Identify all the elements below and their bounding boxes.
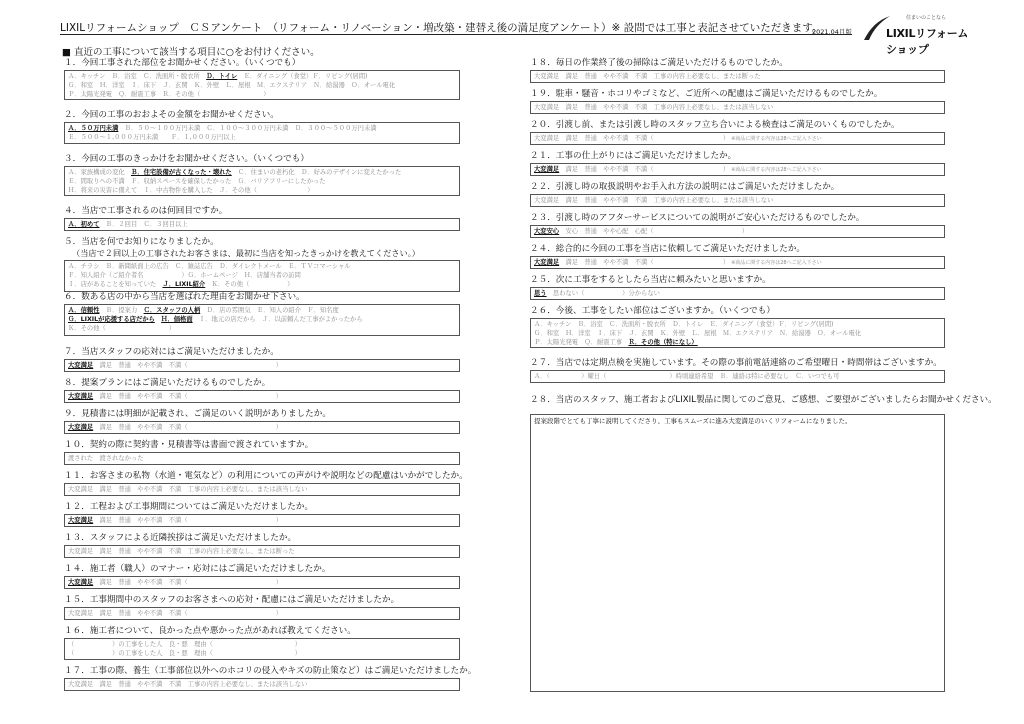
- question-4-answer-box[interactable]: [64, 218, 460, 231]
- option-text[interactable]: Ａ．キッチン Ｂ．浴室 Ｃ．洗面所・脱衣所 Ｄ．トイレ Ｅ．ダイニング（食堂）Ｆ．リビング(居間): [534, 321, 834, 328]
- answer-line: [68, 578, 456, 587]
- question-27-answer-box[interactable]: [530, 370, 945, 383]
- option-text[interactable]: Ｐ．太陽光発電 Ｑ．耐震工事 Ｒ．その他（ ）: [68, 91, 270, 98]
- question-19-answer-box[interactable]: [530, 101, 945, 114]
- question-14: [64, 564, 460, 589]
- option-text[interactable]: 大変満足 満足 普通 やや不満 不満 工事の内容上必要なし、または断った: [534, 73, 761, 80]
- option-text[interactable]: Ｃ．住まいの老朽化 Ｄ．好みのデザインに変えたかった: [231, 169, 402, 176]
- question-14-title: １４．施工者（職人）のマナー・応対にはご満足いただけましたか。: [64, 564, 331, 574]
- free-text-answer[interactable]: 提案段階でとても丁寧に説明してくださり、工事もスムーズに進み大変満足のいくリフォームになりました。: [534, 417, 852, 425]
- option-text[interactable]: Ａ．キッチン Ｂ．浴室 Ｃ．洗面所・脱衣所: [68, 73, 207, 80]
- selected-option[interactable]: Ｊ．LIXIL紹介: [162, 281, 206, 288]
- question-15-answer-box[interactable]: [64, 607, 460, 620]
- question-20: [530, 120, 945, 145]
- question-11-answer-box[interactable]: [64, 483, 460, 496]
- question-16-title: １６．施工者について、良かった点や悪かった点があれば教えてください。: [64, 626, 356, 636]
- question-24: [530, 244, 945, 269]
- answer-line: [534, 329, 941, 338]
- option-text[interactable]: Ｉ．店があることを知っていた: [68, 281, 163, 288]
- question-26-title: ２６．今後、工事をしたい部位はございますか。（いくつでも）: [530, 306, 775, 316]
- answer-line: [68, 454, 456, 463]
- question-7: [64, 347, 460, 372]
- question-18: [530, 58, 945, 83]
- answer-line: [68, 271, 456, 280]
- question-1-title: １．今回工事された部位をお聞かせください。（いくつでも）: [64, 58, 301, 68]
- answer-line: [68, 324, 456, 333]
- option-text[interactable]: Ｅ．５００～１,０００万円未満 Ｆ．１,０００万円以上: [68, 134, 236, 141]
- header-rule: [60, 34, 852, 35]
- answer-line: [68, 220, 456, 229]
- question-10-title: １０．契約の際に契約書・見積書等は書面で渡されていますか。: [64, 440, 314, 450]
- question-21-title: ２１．工事の仕上がりにはご満足いただけましたか。: [530, 151, 737, 161]
- answer-line: [68, 177, 456, 186]
- answer-line: [68, 168, 456, 177]
- question-12: [64, 502, 460, 527]
- option-text[interactable]: 大変満足 満足 普通 やや不満 不満（ ）: [534, 135, 727, 142]
- option-text[interactable]: 思わない（ ）分からない: [546, 290, 660, 297]
- answer-line: [68, 186, 456, 195]
- question-16-answer-box[interactable]: [64, 638, 460, 660]
- question-16: [64, 626, 460, 660]
- option-text[interactable]: Ｇ．和室 Ｈ．洋室 Ｉ．床下 Ｊ．玄関 Ｋ．外壁 Ｌ．屋根 Ｍ．エクステリア Ｎ．給湯器 Ｏ．オール電化: [68, 82, 396, 89]
- selected-option[interactable]: Ｃ．スタッフの人柄: [143, 307, 201, 314]
- selected-option[interactable]: Ａ．信頼性: [68, 307, 100, 314]
- question-26: [530, 306, 945, 348]
- question-14-answer-box[interactable]: [64, 576, 460, 589]
- answer-line: [534, 227, 941, 236]
- selected-option[interactable]: Ａ．５０万円未満: [68, 125, 119, 132]
- option-text[interactable]: Ｆ．知人紹介（ご紹介者名 ）Ｇ．ホームページ Ｈ．店舗当者の訪問: [68, 272, 301, 279]
- option-text[interactable]: Ｂ．２回目 Ｃ．３回目以上: [99, 221, 188, 228]
- intro-instruction: ■ 直近の工事について該当する項目に○をお付けください。: [62, 47, 320, 58]
- answer-line: [68, 423, 456, 432]
- question-4-title: ４．当店で工事されるのは何回目ですか。: [64, 206, 228, 216]
- answer-line: [534, 289, 941, 298]
- answer-line: [68, 124, 456, 133]
- question-10: [64, 440, 460, 465]
- logo-text: LIXILリフォームショップ: [886, 27, 969, 56]
- question-17: [64, 666, 477, 691]
- question-19-title: １９．駐車・騒音・ホコリやゴミなど、ご近所への配慮はご満足いただけるものでしたか。: [530, 89, 883, 99]
- question-24-title: ２４．総合的に今回の工事を当店に依頼してご満足いただけましたか。: [530, 244, 806, 254]
- option-text[interactable]: Ｂ．提案力: [99, 307, 144, 314]
- option-text[interactable]: Ｉ．地元の店だから Ｊ．以前頼んだ工事がよかったから: [192, 316, 363, 323]
- option-text[interactable]: Ｈ．将来の災害に備えて Ｉ．中古物件を購入した Ｊ．その他（ ）: [68, 187, 314, 194]
- answer-line: [534, 338, 941, 347]
- answer-line: [68, 640, 456, 649]
- answer-line: [68, 392, 456, 401]
- selected-option[interactable]: Ｄ．トイレ: [206, 73, 238, 80]
- question-23-title: ２３．引渡し時のアフターサービスについての説明がご安心いただけるものでしたか。: [530, 213, 865, 223]
- version-label: 2021.04月版: [812, 28, 852, 36]
- answer-line: [68, 72, 456, 81]
- logo-tagline: 住まいのことなら: [906, 15, 947, 21]
- option-text[interactable]: 満足 普通 やや不満 不満（ ）: [559, 166, 727, 173]
- question-6-title: ６．数ある店の中から当店を選ばれた理由をお聞かせ下さい。: [64, 292, 305, 302]
- answer-line: [534, 372, 941, 381]
- selected-option[interactable]: 大変満足: [68, 579, 94, 586]
- question-23: [530, 213, 945, 238]
- question-2-title: ２．今回の工事のおおよその金額をお聞かせください。: [64, 110, 279, 120]
- question-4: [64, 206, 460, 231]
- question-15: [64, 595, 460, 620]
- answer-line: [68, 609, 456, 618]
- question-1-answer-box[interactable]: [64, 70, 460, 100]
- answer-line: [534, 72, 941, 81]
- answer-line: [68, 485, 456, 494]
- question-27-title: ２７．当店では定期点検を実施しています。その際の事前電話連絡のご希望曜日・時間帯はございますか。: [530, 358, 942, 368]
- question-12-title: １２．工程および工事期間についてはご満足いただけましたか。: [64, 502, 314, 512]
- option-text[interactable]: 大変満足 満足 普通 やや不満 不満 工事の内容上必要なし、または該当しない: [68, 486, 308, 493]
- question-9-answer-box[interactable]: [64, 421, 460, 434]
- option-text[interactable]: Ｇ．和室 Ｈ．洋室 Ｉ．床下 Ｊ．玄関 Ｋ．外壁 Ｌ．屋根 Ｍ．エクステリア Ｎ．給湯器 Ｏ．オール電化: [534, 330, 862, 337]
- selected-option[interactable]: Ｂ．住宅設備が古くなった・壊れた: [130, 169, 232, 176]
- selected-option[interactable]: 思う: [534, 290, 547, 297]
- question-24-answer-box[interactable]: [530, 256, 945, 269]
- answer-line: [534, 134, 941, 144]
- answer-line: [68, 315, 456, 324]
- option-text[interactable]: （ ）の工事をした人 良・悪 理由（ ）: [68, 650, 301, 657]
- question-17-answer-box[interactable]: [64, 678, 460, 691]
- question-20-answer-box[interactable]: [530, 132, 945, 145]
- selected-option[interactable]: 大変満足: [534, 166, 560, 173]
- lixil-logo: [862, 14, 972, 56]
- question-19: [530, 89, 945, 114]
- question-8-title: ８．提案プランにはご満足いただけるものでしたか。: [64, 378, 271, 388]
- selected-option[interactable]: Ａ．初めて: [68, 221, 100, 228]
- question-12-answer-box[interactable]: [64, 514, 460, 527]
- question-11: [64, 471, 468, 496]
- option-text[interactable]: Ｋ．その他（ ）: [205, 281, 294, 288]
- question-9-title: ９．見積書には明細が記載され、ご満足のいく説明がありましたか。: [64, 409, 331, 419]
- selected-option[interactable]: 大変安心: [534, 228, 560, 235]
- selected-option[interactable]: 大変満足: [68, 424, 94, 431]
- question-6-answer-box[interactable]: [64, 304, 460, 336]
- question-28: [530, 395, 997, 692]
- option-text[interactable]: Ｐ．太陽光発電 Ｑ．耐震工事: [534, 339, 629, 346]
- question-2-answer-box[interactable]: [64, 122, 460, 144]
- option-text[interactable]: 大変満足 満足 普通 やや不満 不満 工事の内容上必要なし、または該当しない: [68, 681, 308, 688]
- question-3-answer-box[interactable]: [64, 166, 460, 196]
- question-22-title: ２２．引渡し時の取扱説明やお手入れ方法の説明にはご満足いただけましたか。: [530, 182, 840, 192]
- option-text[interactable]: Ｅ．ダイニング（食堂）Ｆ．リビング(居間): [237, 73, 368, 80]
- option-text[interactable]: Ｋ．その他（ ）: [68, 325, 176, 332]
- note-text: ※商品に関する内容は28へご記入下さい: [726, 260, 822, 266]
- question-9: [64, 409, 460, 434]
- question-8-answer-box[interactable]: [64, 390, 460, 403]
- question-25-answer-box[interactable]: [530, 287, 945, 300]
- option-text[interactable]: 満足 普通 やや不満 不満（ ）: [93, 424, 283, 431]
- question-20-title: ２０．引渡し前、または引渡し時のスタッフ立ち合いによる検査はご満足のいくものでしたか。: [530, 120, 900, 130]
- question-13-answer-box[interactable]: [64, 545, 460, 558]
- question-5-answer-box[interactable]: [64, 260, 460, 292]
- question-3-title: ３．今回の工事のきっかけをお聞かせください。（いくつでも）: [64, 154, 309, 164]
- question-8: [64, 378, 460, 403]
- selected-option[interactable]: 大変満足: [68, 517, 94, 524]
- answer-line: [68, 262, 456, 271]
- question-18-title: １８．毎日の作業終了後の掃除はご満足いただけるものでしたか。: [530, 58, 788, 68]
- answer-line: [68, 361, 456, 370]
- option-text[interactable]: 満足 普通 やや不満 不満（ ）: [93, 579, 283, 586]
- question-5: [64, 237, 460, 292]
- answer-line: [68, 680, 456, 689]
- question-26-answer-box[interactable]: [530, 318, 945, 348]
- question-18-answer-box[interactable]: [530, 70, 945, 83]
- selected-option[interactable]: Ｒ．その他（特になし）: [628, 339, 698, 346]
- answer-line: [534, 320, 941, 329]
- question-13-title: １３．スタッフによる近隣挨拶はご満足いただけましたか。: [64, 533, 297, 543]
- answer-line: [534, 258, 941, 268]
- question-28-answer-box[interactable]: [530, 414, 945, 692]
- option-text[interactable]: Ｂ．５０～１００万円未満 Ｃ．１００～３００万円未満 Ｄ．３００～５００万円未満: [118, 125, 377, 132]
- answer-line: [68, 547, 456, 556]
- answer-line: [68, 280, 456, 289]
- option-text[interactable]: 満足 普通 やや不満 不満（ ）: [93, 393, 283, 400]
- option-text[interactable]: 大変満足 満足 普通 やや不満 不満 工事の内容上必要なし、または該当しない: [534, 104, 774, 111]
- question-13: [64, 533, 460, 558]
- question-21-answer-box[interactable]: [530, 163, 945, 176]
- question-22: [530, 182, 945, 207]
- option-text[interactable]: 大変満足 満足 普通 やや不満 不満 工事の内容上必要なし、または該当しない: [534, 197, 774, 204]
- survey-title: LIXILリフォームショップ ＣＳアンケート （リフォーム・リノベーション・増改築・建替え後の満足度アンケート）※ 設問では工事と表記させていただきます。: [60, 22, 823, 34]
- selected-option[interactable]: Ｇ．LIXILが応援する店だから: [68, 316, 155, 323]
- selected-option[interactable]: 大変満足: [68, 362, 94, 369]
- option-text[interactable]: 満足 普通 やや不満 不満（ ）: [559, 259, 727, 266]
- option-text[interactable]: Ａ．家族構成の変化: [68, 169, 131, 176]
- question-1: [64, 58, 460, 100]
- answer-line: [68, 306, 456, 315]
- answer-line: [534, 165, 941, 175]
- selected-option[interactable]: 大変満足: [534, 259, 560, 266]
- option-text[interactable]: Ｄ．店の雰囲気 Ｅ．知人の紹介 Ｆ．知名度: [200, 307, 339, 314]
- option-text[interactable]: 大変満足 満足 普通 やや不満 不満 工事の内容上必要なし、または断った: [68, 548, 295, 555]
- question-15-title: １５．工事期間中のスタッフのお客さまへの応対・配慮にはご満足いただけましたか。: [64, 595, 400, 605]
- question-21: [530, 151, 945, 176]
- question-5-title: ５．当店を何でお知りになりましたか。: [64, 237, 219, 247]
- selected-option[interactable]: Ｈ．価格面: [161, 316, 193, 323]
- note-text: ※商品に関する内容は28へご記入下さい: [726, 167, 822, 173]
- answer-line: [534, 196, 941, 205]
- question-7-title: ７．当店スタッフの応対にはご満足いただけましたか。: [64, 347, 279, 357]
- option-text[interactable]: Ｅ．間取りへの不満 Ｆ．収納スペースを確保したかった Ｇ．バリアフリーにしたかった: [68, 178, 326, 185]
- answer-line: [68, 133, 456, 142]
- question-22-answer-box[interactable]: [530, 194, 945, 207]
- question-25-title: ２５．次に工事をするとしたら当店に頼みたいと思いますか。: [530, 275, 771, 285]
- option-text[interactable]: 満足 普通 やや不満 不満（ ）: [93, 517, 283, 524]
- answer-line: [68, 649, 456, 658]
- question-25: [530, 275, 945, 300]
- answer-line: [68, 81, 456, 90]
- question-28-title: ２８．当店のスタッフ、施工者およびLIXIL製品に関してのご意見、ご感想、ご要望がございましたらお聞かせください。: [530, 395, 997, 405]
- option-text[interactable]: Ａ．（ ）曜日（ ）時頃連絡希望 Ｂ．連絡は特に必要なし Ｃ．いつでも可: [534, 373, 840, 380]
- answer-line: [534, 103, 941, 112]
- note-text: ※商品に関する内容は28へご記入下さい: [726, 136, 822, 142]
- question-3: [64, 154, 460, 196]
- question-7-answer-box[interactable]: [64, 359, 460, 372]
- selected-option[interactable]: 大変満足: [68, 393, 94, 400]
- question-5-subtitle: （当店で２回以上の工事されたお客さまは、最初に当店を知ったきっかけを教えてください。）: [72, 248, 420, 258]
- question-6: [64, 292, 460, 336]
- question-23-answer-box[interactable]: [530, 225, 945, 238]
- question-27: [530, 358, 945, 383]
- question-2: [64, 110, 460, 144]
- question-17-title: １７．工事の際、養生（工事部位以外へのホコリの侵入やキズの防止策など）はご満足いただけましたか。: [64, 666, 477, 676]
- option-text[interactable]: 大変満足 満足 普通 やや不満 不満（ ）: [68, 610, 283, 617]
- option-text[interactable]: 渡された 渡されなかった: [68, 455, 144, 462]
- option-text[interactable]: Ａ．チラシ Ｂ．新聞紙面上の広告 Ｃ．雑誌広告 Ｄ．ダイレクトメール Ｅ．ＴＶコマーシャル: [68, 263, 351, 270]
- answer-line: [68, 516, 456, 525]
- question-11-title: １１．お客さまの私物（水道・電気など）の利用についての声がけや説明などの配慮はいかがでしたか。: [64, 471, 468, 481]
- question-10-answer-box[interactable]: [64, 452, 460, 465]
- option-text[interactable]: 満足 普通 やや不満 不満（ ）: [93, 362, 283, 369]
- answer-line: [68, 90, 456, 99]
- option-text[interactable]: 安心 普通 やや心配 心配（ ）: [559, 228, 749, 235]
- option-text[interactable]: （ ）の工事をした人 良・悪 理由（ ）: [68, 641, 301, 648]
